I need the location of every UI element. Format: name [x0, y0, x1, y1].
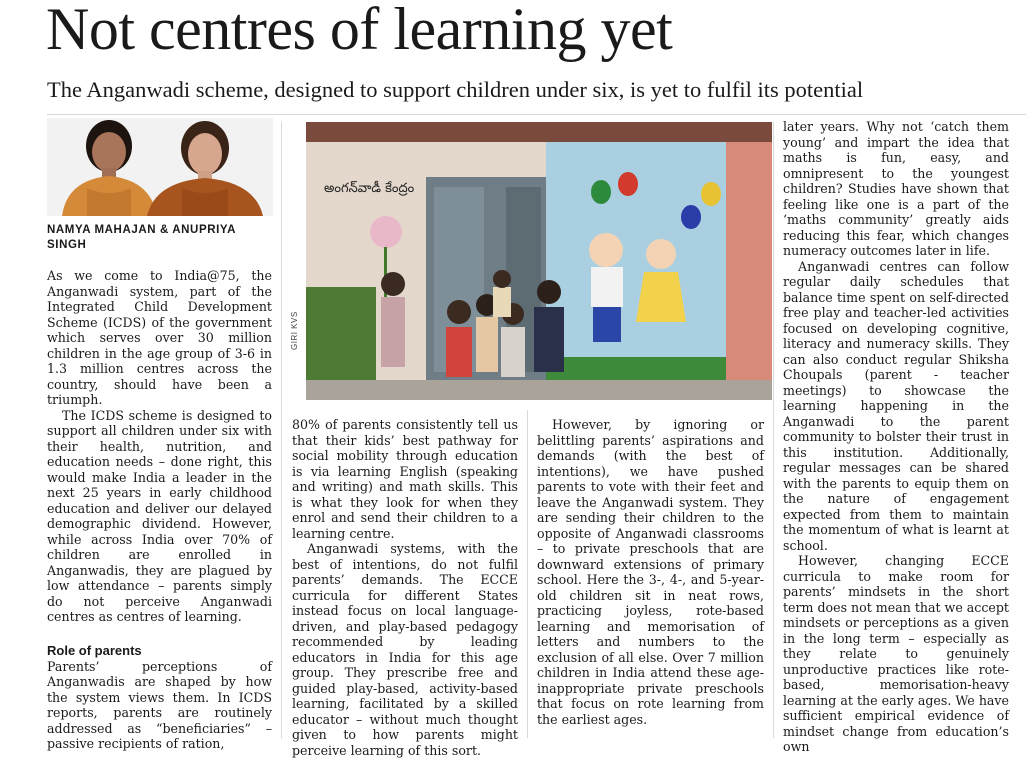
col2-paragraph-1: 80% of parents consistently tell us that their kids’ best pathway for social mobility through education is via learning English (speaking and writing) and math skills. This is what they look for when they enrol and send their children to a learning centre. — [292, 417, 518, 541]
column-2 — [292, 417, 518, 758]
col4-paragraph-3: However, changing ECCE curricula to make room for parents’ mindsets in the short term does not mean that we accept mindsets or perceptions as a given in the long term – especially as they relate to genuinely unproductive practices like rote-based, memorisation-heavy learning at the early ages. We have sufficient empirical evidence of mindset change from education’s own — [783, 553, 1009, 754]
col1-paragraph-2: The ICDS scheme is designed to support all children under six with their health, nutrition, and education needs – done right, this would make India a leader in the next 25 years in early childhood education and deliver our delayed demographic dividend. However, while across India over 70% of children are enrolled in Anganwadis, they are plagued by low attendance – parents simply do not perceive Anganwadi centres as centres of learning. — [47, 407, 272, 624]
column-1 — [47, 268, 272, 752]
author-portraits-image — [47, 118, 273, 216]
byline: NAMYA MAHAJAN & ANUPRIYA SINGH — [47, 224, 236, 251]
column-divider-3 — [773, 122, 774, 738]
col4-paragraph-1: later years. Why not ‘catch them young’ and impart the idea that maths is fun, easy, and omnipresent to the youngest children? Studies have shown that feeling like one is a part of the ‘maths community’ greatly aids reducing this fear, which changes numeracy outcomes later in life. — [783, 119, 1009, 258]
column-3 — [537, 417, 764, 727]
anganwadi-photo — [306, 122, 772, 400]
col4-paragraph-2: Anganwadi centres can follow regular daily schedules that balance time spent on self-directed free play and teacher-led activities focused on developing cognitive, literacy and numeracy skills. They can also conduct regular Shiksha Choupals (parent - teacher meetings) to showcase the learning happening in the Anganwadi to the parent community to bolster their trust in this institution. Additionally, regular messages can be shared with the parents to equip them on the nature of engagement expected from them to maintain the momentum of what is learnt at school. — [783, 258, 1009, 553]
article-headline: Not centres of learning yet — [46, 0, 673, 62]
column-divider-1 — [281, 122, 282, 738]
anganwadi-children-image — [306, 122, 772, 400]
col3-paragraph-1: However, by ignoring or belittling parents’ aspirations and demands (with the best of intentions), we have pushed parents to vote with their feet and leave the Anganwadi system. They are sending their children to the opposite of Anganwadi classrooms – to private preschools that are downward extensions of primary school. Here the 3-, 4-, and 5-year-old children sit in neat rows, practicing joyless, rote-based learning and memorisation of letters and numbers to the exclusion of all else. Over 7 million children in India attend these age-inappropriate private preschools that focus on rote learning from the earliest ages. — [537, 417, 764, 727]
column-4 — [783, 119, 1009, 755]
photo-sign-text: అంగన్‌వాడీ కేంద్రం — [324, 181, 415, 196]
col2-paragraph-2: Anganwadi systems, with the best of intentions, do not fulfil parents’ demands. The ECCE curricula for different States instead focus on local language-driven, and play-based pedagogy recommended by leading educators in India for this age group. They prescribe free and guided play-based, activity-based learning, facilitated by a skilled educator – without much thought given to how parents might perceive learning of this sort. — [292, 541, 518, 758]
section-heading-role-of-parents: Role of parents — [47, 642, 142, 658]
author-photos — [47, 118, 273, 216]
col1-paragraph-3: Parents’ perceptions of Anganwadis are shaped by how the system views them. In ICDS reports, parents are routinely addressed as “beneficiaries” – passive recipients of ration, — [47, 658, 272, 751]
column-divider-2 — [527, 410, 528, 738]
article-subhead: The Anganwadi scheme, designed to support children under six, is yet to fulfil its potential — [47, 77, 864, 102]
subhead-divider — [47, 114, 1026, 115]
col1-paragraph-1: As we come to India@75, the Anganwadi system, part of the Integrated Child Development Scheme (ICDS) of the government which serves over 30 million children in the age group of 3-6 in 1.3 million centres across the country, should have been a triumph. — [47, 268, 272, 407]
photo-credit: GIRI KVS — [290, 311, 299, 350]
